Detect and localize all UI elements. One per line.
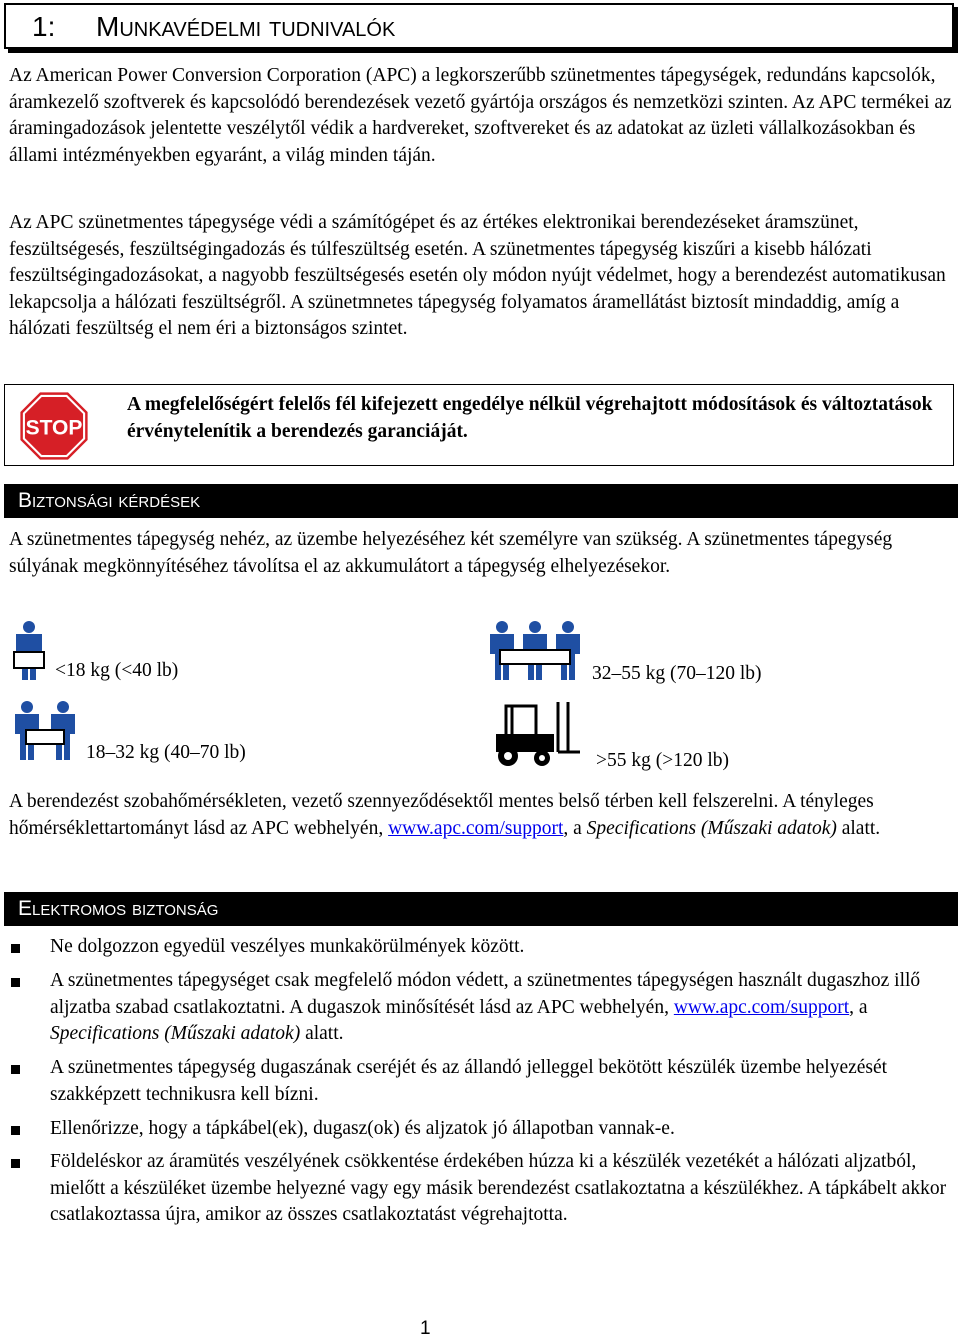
stop-sign-label: STOP [25, 416, 83, 440]
safety-paragraph-2 [9, 789, 954, 842]
safety-paragraph-2-end: alatt. [836, 817, 881, 839]
bullet-text: Ne dolgozzon egyedül veszélyes munkakörülmények között. [50, 936, 525, 957]
intro-paragraph-2: Az APC szünetmentes tápegysége védi a számítógépet és az értékes elektronikai berendezéseket áramszünet, feszültségesés, feszültségingadozás és túlfeszültség esetén. A szünetmentes tápegység kiszűri a kisebb hálózati feszültségingadozásokat, a nagyobb feszültségesés esetén oly módon nyújt védelmet, hogy a berendezést automatikusan lekapcsolja a hálózati feszültségről. A szünetmnetes tápegység folyamatos áramellátást biztosít mindaddig, amíg a hálózati feszültség el nem éri a biztonságos szintet. [9, 212, 946, 339]
three-person-lift-icon [490, 620, 580, 682]
bullet-text: Ellenőrizze, hogy a tápkábel(ek), dugasz(ok) és aljzatok jó állapotban vannak-e. [50, 1118, 675, 1139]
chapter-title: Munkavédelmi tudnivalók [96, 11, 396, 42]
bullet-text [50, 968, 950, 1048]
bullet-square-icon [11, 1159, 20, 1168]
apc-support-link[interactable]: www.apc.com/support [673, 996, 850, 1018]
chapter-header [4, 3, 954, 49]
bullet-text-part: A szünetmentes tápegységet csak megfelelő módon védett, a szünetmentes tápegységen használt dugaszhoz illő aljzatba szabad csatlakoztatni. A dugaszok minősítését lásd az APC webhelyén, [50, 970, 921, 1018]
chapter-number: 1: [32, 11, 56, 42]
bullet-square-icon [11, 978, 20, 987]
bullet-square-icon [11, 1065, 20, 1074]
section-heading-electrical [4, 892, 958, 926]
apc-support-link[interactable]: www.apc.com/support [388, 817, 564, 839]
bullet-square-icon [11, 944, 20, 953]
section-heading-electrical-label: Elektromos biztonság [18, 897, 219, 920]
stop-sign-icon [19, 391, 89, 461]
bullet-text-part: alatt. [300, 1023, 344, 1044]
one-person-lift-icon [12, 620, 46, 682]
safety-paragraph-2-italic: Specifications (Műszaki adatok) [586, 817, 837, 839]
warning-text: A megfelelőségért felelős fél kifejezett engedélye nélkül végrehajtott módosítások és változtatások érvénytelenítik a berendezés garanciáját. [127, 394, 933, 442]
safety-paragraph-2-mid: , a [563, 817, 587, 839]
section-heading-safety-label: Biztonsági kérdések [18, 489, 201, 512]
bullet-text: Földeléskor az áramütés veszélyének csökkentése érdekében húzza ki a készülék vezetékét a hálózati aljzatból, mielőtt a készüléket üzembe helyezné vagy egy másik berendezést csatlakoztatna a készülékhez. A tápkábelt akkor csatlakoztassa újra, amikor az összes csatlakoztatást végrehajtotta. [50, 1151, 947, 1225]
warning-box [4, 384, 954, 466]
intro-paragraph-1: Az American Power Conversion Corporation (APC) a legkorszerűbb szünetmentes tápegységek, redundáns kapcsolók, áramkezelő szoftverek és kapcsolódó berendezések vezető gyártója országos és nemzetközi szinten. Az APC termékei az áramingadozások jelentette veszélytől védik a hardvereket, szoftvereket és az adatokat az üzleti vállalkozásokban és állami intézményekben egyaránt, a világ minden táján. [9, 65, 952, 166]
weight-label-under-18kg: <18 kg (<40 lb) [55, 660, 179, 681]
page-number: 1 [420, 1318, 431, 1339]
forklift-icon [492, 700, 582, 770]
bullet-text: A szünetmentes tápegység dugaszának cseréjét és az állandó jelleggel bekötött készülék üzembe helyezését szakképzett technikusra kell bízni. [50, 1057, 888, 1105]
weight-label-32-55kg: 32–55 kg (70–120 lb) [592, 663, 762, 684]
section-heading-safety [4, 484, 958, 518]
safety-paragraph-1: A szünetmentes tápegység nehéz, az üzembe helyezéséhez két személyre van szükség. A szünetmentes tápegység súlyának megkönnyítéséhez távolítsa el az akkumulátort a tápegység elhelyezésekor. [9, 529, 893, 577]
safety-paragraph-2-text: A berendezést szobahőmérsékleten, vezető szennyeződésektől mentes belső térben kell felszerelni. A tényleges hőmérséklettartományt lásd az APC webhelyén, [9, 791, 874, 839]
bullet-square-icon [11, 1126, 20, 1135]
two-person-lift-icon [14, 700, 76, 762]
bullet-text-part: , a [849, 996, 868, 1018]
weight-label-over-55kg: >55 kg (>120 lb) [596, 750, 730, 771]
bullet-text-italic: Specifications (Műszaki adatok) [50, 1023, 301, 1044]
weight-label-18-32kg: 18–32 kg (40–70 lb) [86, 742, 246, 763]
